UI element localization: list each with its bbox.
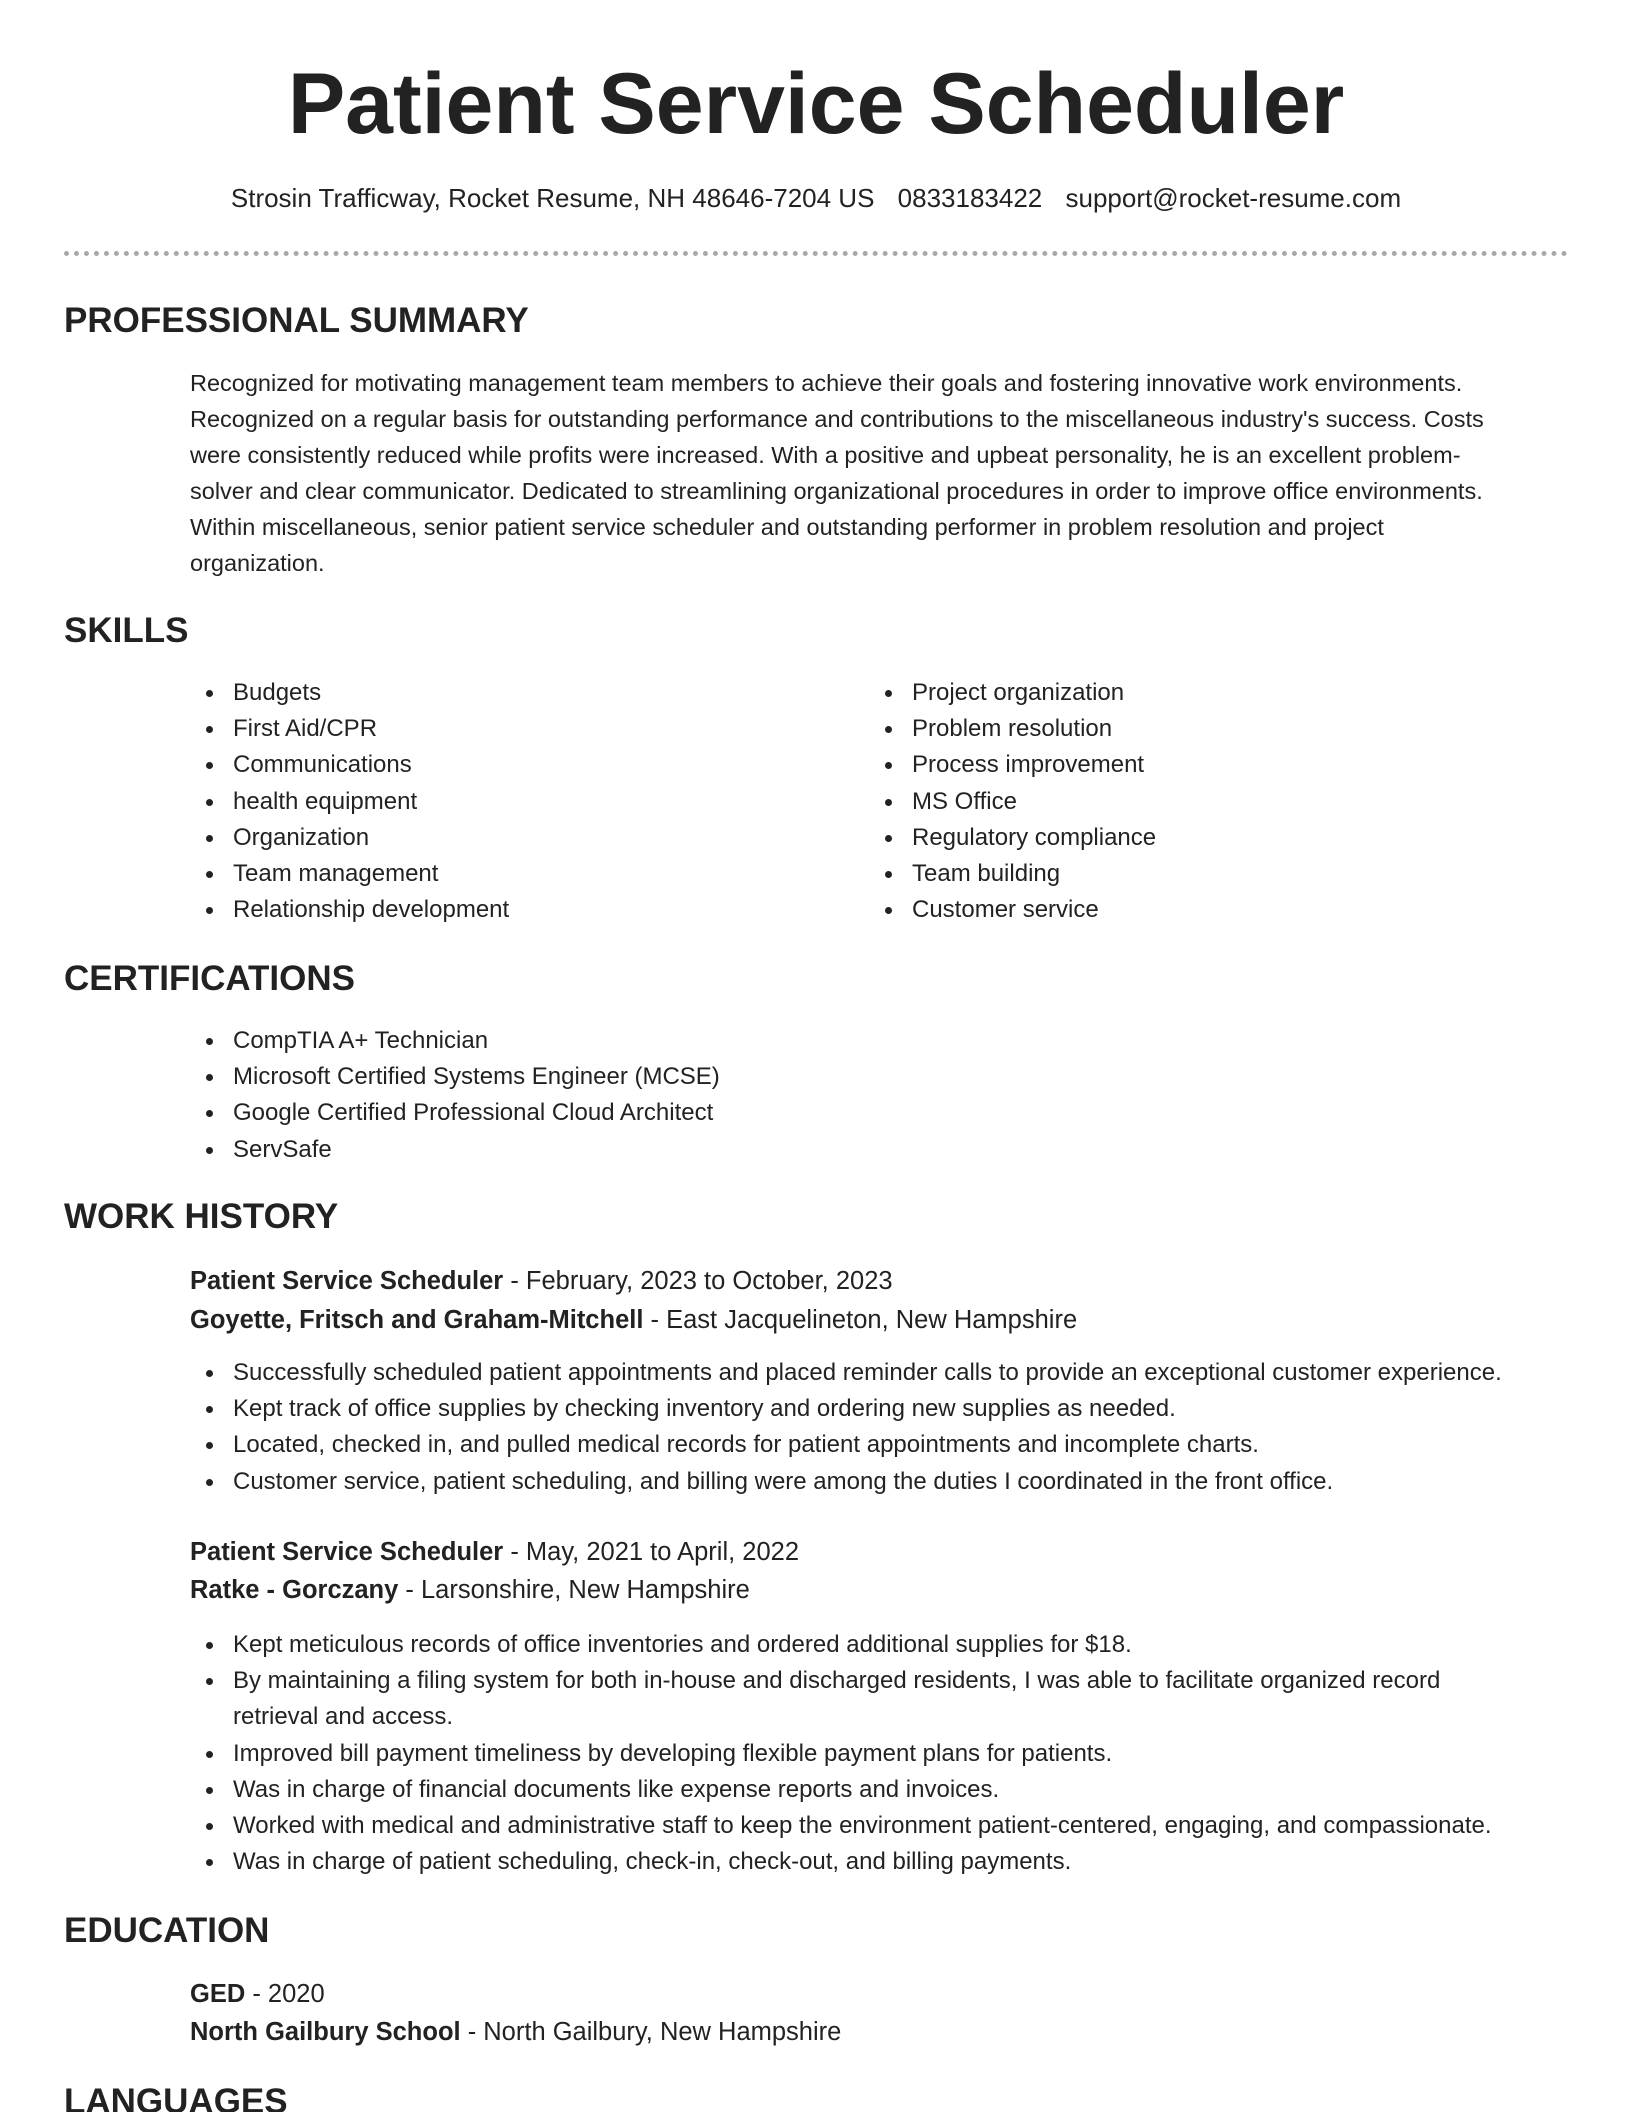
education-degree: GED: [190, 1980, 246, 2008]
summary-line: organization.: [190, 550, 325, 576]
education-year: - 2020: [245, 1980, 325, 2008]
skill-item: Team building: [869, 856, 1489, 892]
job-duty: Was in charge of patient scheduling, check-in, check-out, and billing payments.: [190, 1844, 1580, 1880]
job-duty: Customer service, patient scheduling, and billing were among the duties I coordinated in the front office.: [190, 1464, 1580, 1500]
skills-heading: SKILLS: [64, 611, 189, 650]
skill-item: Problem resolution: [869, 711, 1489, 747]
contact-address: Strosin Trafficway, Rocket Resume, NH 48646-7204 US: [230, 183, 875, 213]
job-duty: Located, checked in, and pulled medical records for patient appointments and incomplete charts.: [190, 1427, 1580, 1463]
summary-line: solver and clear communicator. Dedicated to streamlining organizational procedures in order to improve office environments.: [190, 478, 1483, 504]
skill-item: Relationship development: [190, 892, 810, 928]
job-title: Patient Service Scheduler: [190, 1267, 504, 1295]
skills-list-left: [190, 675, 810, 928]
skill-item: Project organization: [869, 675, 1489, 711]
certifications-list: [190, 1023, 1490, 1168]
education-degree-line: [190, 1977, 325, 2011]
job-duty: Improved bill payment timeliness by developing flexible payment plans for patients.: [190, 1736, 1580, 1772]
job-duty: Kept track of office supplies by checking inventory and ordering new supplies as needed.: [190, 1391, 1580, 1427]
certification-item: ServSafe: [190, 1132, 1490, 1168]
job-title: Patient Service Scheduler: [190, 1538, 504, 1566]
education-heading: EDUCATION: [64, 1911, 270, 1950]
job-title-line: [190, 1264, 893, 1298]
skill-item: MS Office: [869, 784, 1489, 820]
job-duty: By maintaining a filing system for both in-house and discharged residents, I was able to facilitate organized record retrieval and access.: [190, 1663, 1580, 1735]
skill-item: Process improvement: [869, 747, 1489, 783]
education-school: North Gailbury School: [190, 2018, 461, 2046]
candidate-name: Patient Service Scheduler: [287, 56, 1345, 152]
contact-phone: 0833183422: [897, 183, 1043, 213]
languages-heading: LANGUAGES: [64, 2082, 288, 2112]
job-company-line: [190, 1573, 750, 1607]
job-duties-list: [190, 1355, 1580, 1500]
job-duty: Was in charge of financial documents like expense reports and invoices.: [190, 1772, 1580, 1808]
job-dates: - May, 2021 to April, 2022: [503, 1538, 800, 1566]
job-duty: Successfully scheduled patient appointments and placed reminder calls to provide an exceptional customer experience.: [190, 1355, 1580, 1391]
job-company: Ratke - Gorczany: [190, 1576, 399, 1604]
skill-item: Team management: [190, 856, 810, 892]
job-duty: Kept meticulous records of office inventories and ordered additional supplies for $18.: [190, 1627, 1580, 1663]
skill-item: First Aid/CPR: [190, 711, 810, 747]
header-divider: [64, 251, 1568, 256]
skill-item: Regulatory compliance: [869, 820, 1489, 856]
job-location: - East Jacquelineton, New Hampshire: [643, 1306, 1078, 1334]
education-school-line: [190, 2015, 841, 2049]
certification-item: CompTIA A+ Technician: [190, 1023, 1490, 1059]
summary-line: Recognized for motivating management team members to achieve their goals and fostering innovative work environments.: [190, 370, 1463, 396]
work-history-heading: WORK HISTORY: [64, 1197, 339, 1236]
certifications-heading: CERTIFICATIONS: [64, 959, 356, 998]
summary-heading: PROFESSIONAL SUMMARY: [64, 301, 529, 340]
job-company-line: [190, 1303, 1077, 1337]
skill-item: Budgets: [190, 675, 810, 711]
skill-item: Communications: [190, 747, 810, 783]
skills-list-right: [869, 675, 1489, 928]
job-company: Goyette, Fritsch and Graham-Mitchell: [190, 1306, 644, 1334]
certification-item: Google Certified Professional Cloud Architect: [190, 1095, 1490, 1131]
job-dates: - February, 2023 to October, 2023: [503, 1267, 893, 1295]
contact-line: [0, 181, 1632, 215]
job-duty: Worked with medical and administrative staff to keep the environment patient-centered, engaging, and compassionate.: [190, 1808, 1580, 1844]
contact-email[interactable]: support@rocket-resume.com: [1065, 183, 1402, 213]
skill-item: Customer service: [869, 892, 1489, 928]
skill-item: Organization: [190, 820, 810, 856]
summary-line: Recognized on a regular basis for outstanding performance and contributions to the miscellaneous industry's success. Costs: [190, 406, 1484, 432]
job-location: - Larsonshire, New Hampshire: [398, 1576, 750, 1604]
certification-item: Microsoft Certified Systems Engineer (MCSE): [190, 1059, 1490, 1095]
summary-text: [190, 365, 1570, 581]
summary-line: were consistently reduced while profits were increased. With a positive and upbeat personality, he is an excellent problem-: [190, 442, 1461, 468]
education-location: - North Gailbury, New Hampshire: [460, 2018, 842, 2046]
job-title-line: [190, 1535, 799, 1569]
summary-line: Within miscellaneous, senior patient service scheduler and outstanding performer in problem resolution and project: [190, 514, 1384, 540]
job-duties-list: [190, 1627, 1580, 1880]
skill-item: health equipment: [190, 784, 810, 820]
